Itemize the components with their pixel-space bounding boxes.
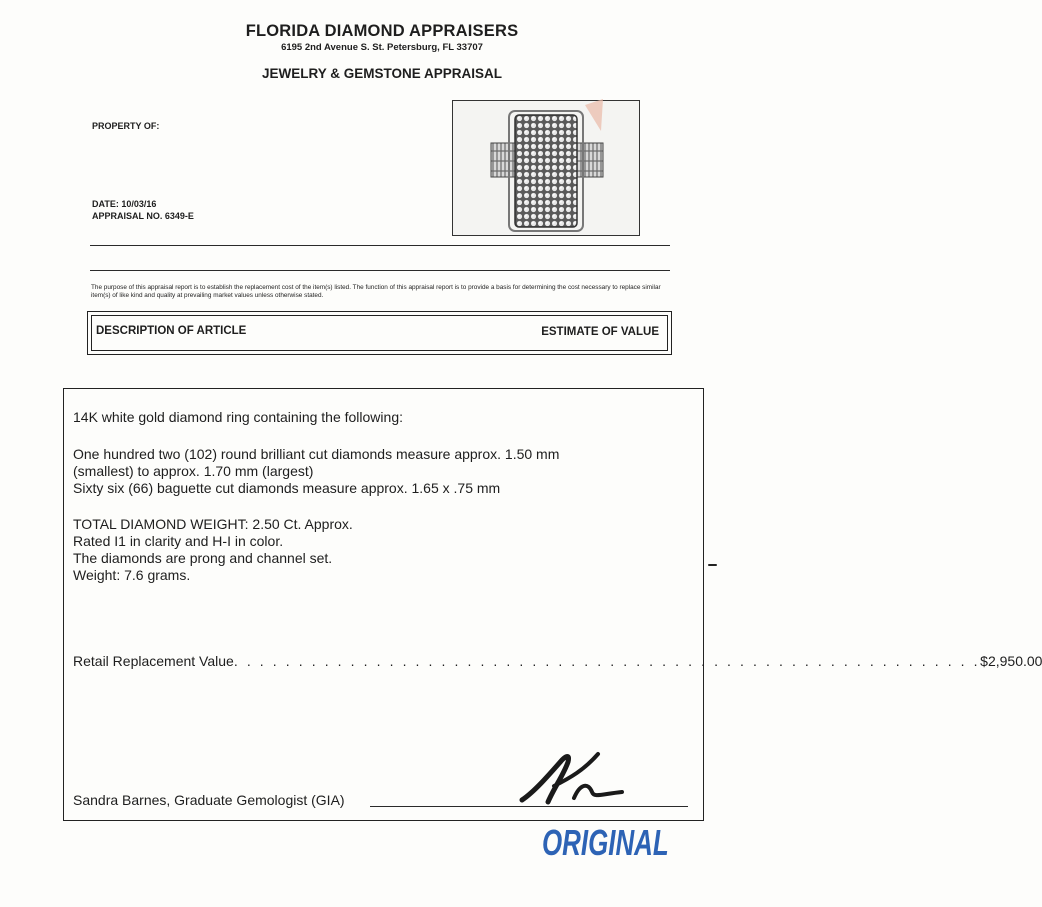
table-header-inner (91, 315, 668, 351)
signer-name: Sandra Barnes, Graduate Gemologist (GIA) (73, 792, 345, 808)
ring-photo (452, 100, 640, 236)
original-stamp: ORIGINAL (542, 822, 669, 863)
table-header-box (87, 311, 672, 355)
article-intro: 14K white gold diamond ring containing the following: (73, 409, 403, 425)
purpose-statement: The purpose of this appraisal report is to establish the replacement cost of the item(s) listed. The function of this appraisal report is to provide a basis for determining the cost necessary to replace similar item(s) of like kind and quality at prevailing market values unless otherwise stated. (91, 284, 661, 299)
diamond-details (73, 446, 633, 497)
ring-photo-image (453, 101, 639, 235)
detail-line: Rated I1 in clarity and H-I in color. (73, 533, 284, 549)
divider-line (90, 270, 670, 271)
detail-line: Sixty six (66) baguette cut diamonds measure approx. 1.65 x .75 mm (73, 480, 501, 496)
retail-value-label: Retail Replacement Value (73, 653, 234, 669)
appraisal-number: APPRAISAL NO. 6349-E (92, 211, 194, 221)
company-address: 6195 2nd Avenue S. St. Petersburg, FL 33707 (281, 42, 483, 53)
handwritten-signature (514, 748, 624, 810)
divider-line (90, 245, 670, 246)
property-of-label: PROPERTY OF: (92, 121, 160, 131)
retail-value-amount: $2,950.00 (980, 653, 1042, 669)
detail-line: Weight: 7.6 grams. (73, 567, 191, 583)
estimate-header: ESTIMATE OF VALUE (541, 326, 659, 338)
document-title: JEWELRY & GEMSTONE APPRAISAL (261, 66, 503, 81)
detail-line: TOTAL DIAMOND WEIGHT: 2.50 Ct. Approx. (73, 516, 353, 532)
detail-line: (smallest) to approx. 1.70 mm (largest) (73, 463, 314, 479)
company-name: FLORIDA DIAMOND APPRAISERS (245, 22, 519, 40)
appraisal-date: DATE: 10/03/16 (92, 199, 157, 209)
stray-mark (708, 564, 717, 566)
weight-details (73, 516, 633, 584)
leader-dots: . . . . . . . . . . . . . . . . . . . . . . . . . . . . . . . . . . . . . . . . . . . . . . . . . . . . . . . . . . (233, 653, 981, 669)
detail-line: One hundred two (102) round brilliant cut diamonds measure approx. 1.50 mm (73, 446, 560, 462)
description-header: DESCRIPTION OF ARTICLE (96, 325, 247, 337)
retail-value-row (73, 653, 1042, 669)
detail-line: The diamonds are prong and channel set. (73, 550, 333, 566)
